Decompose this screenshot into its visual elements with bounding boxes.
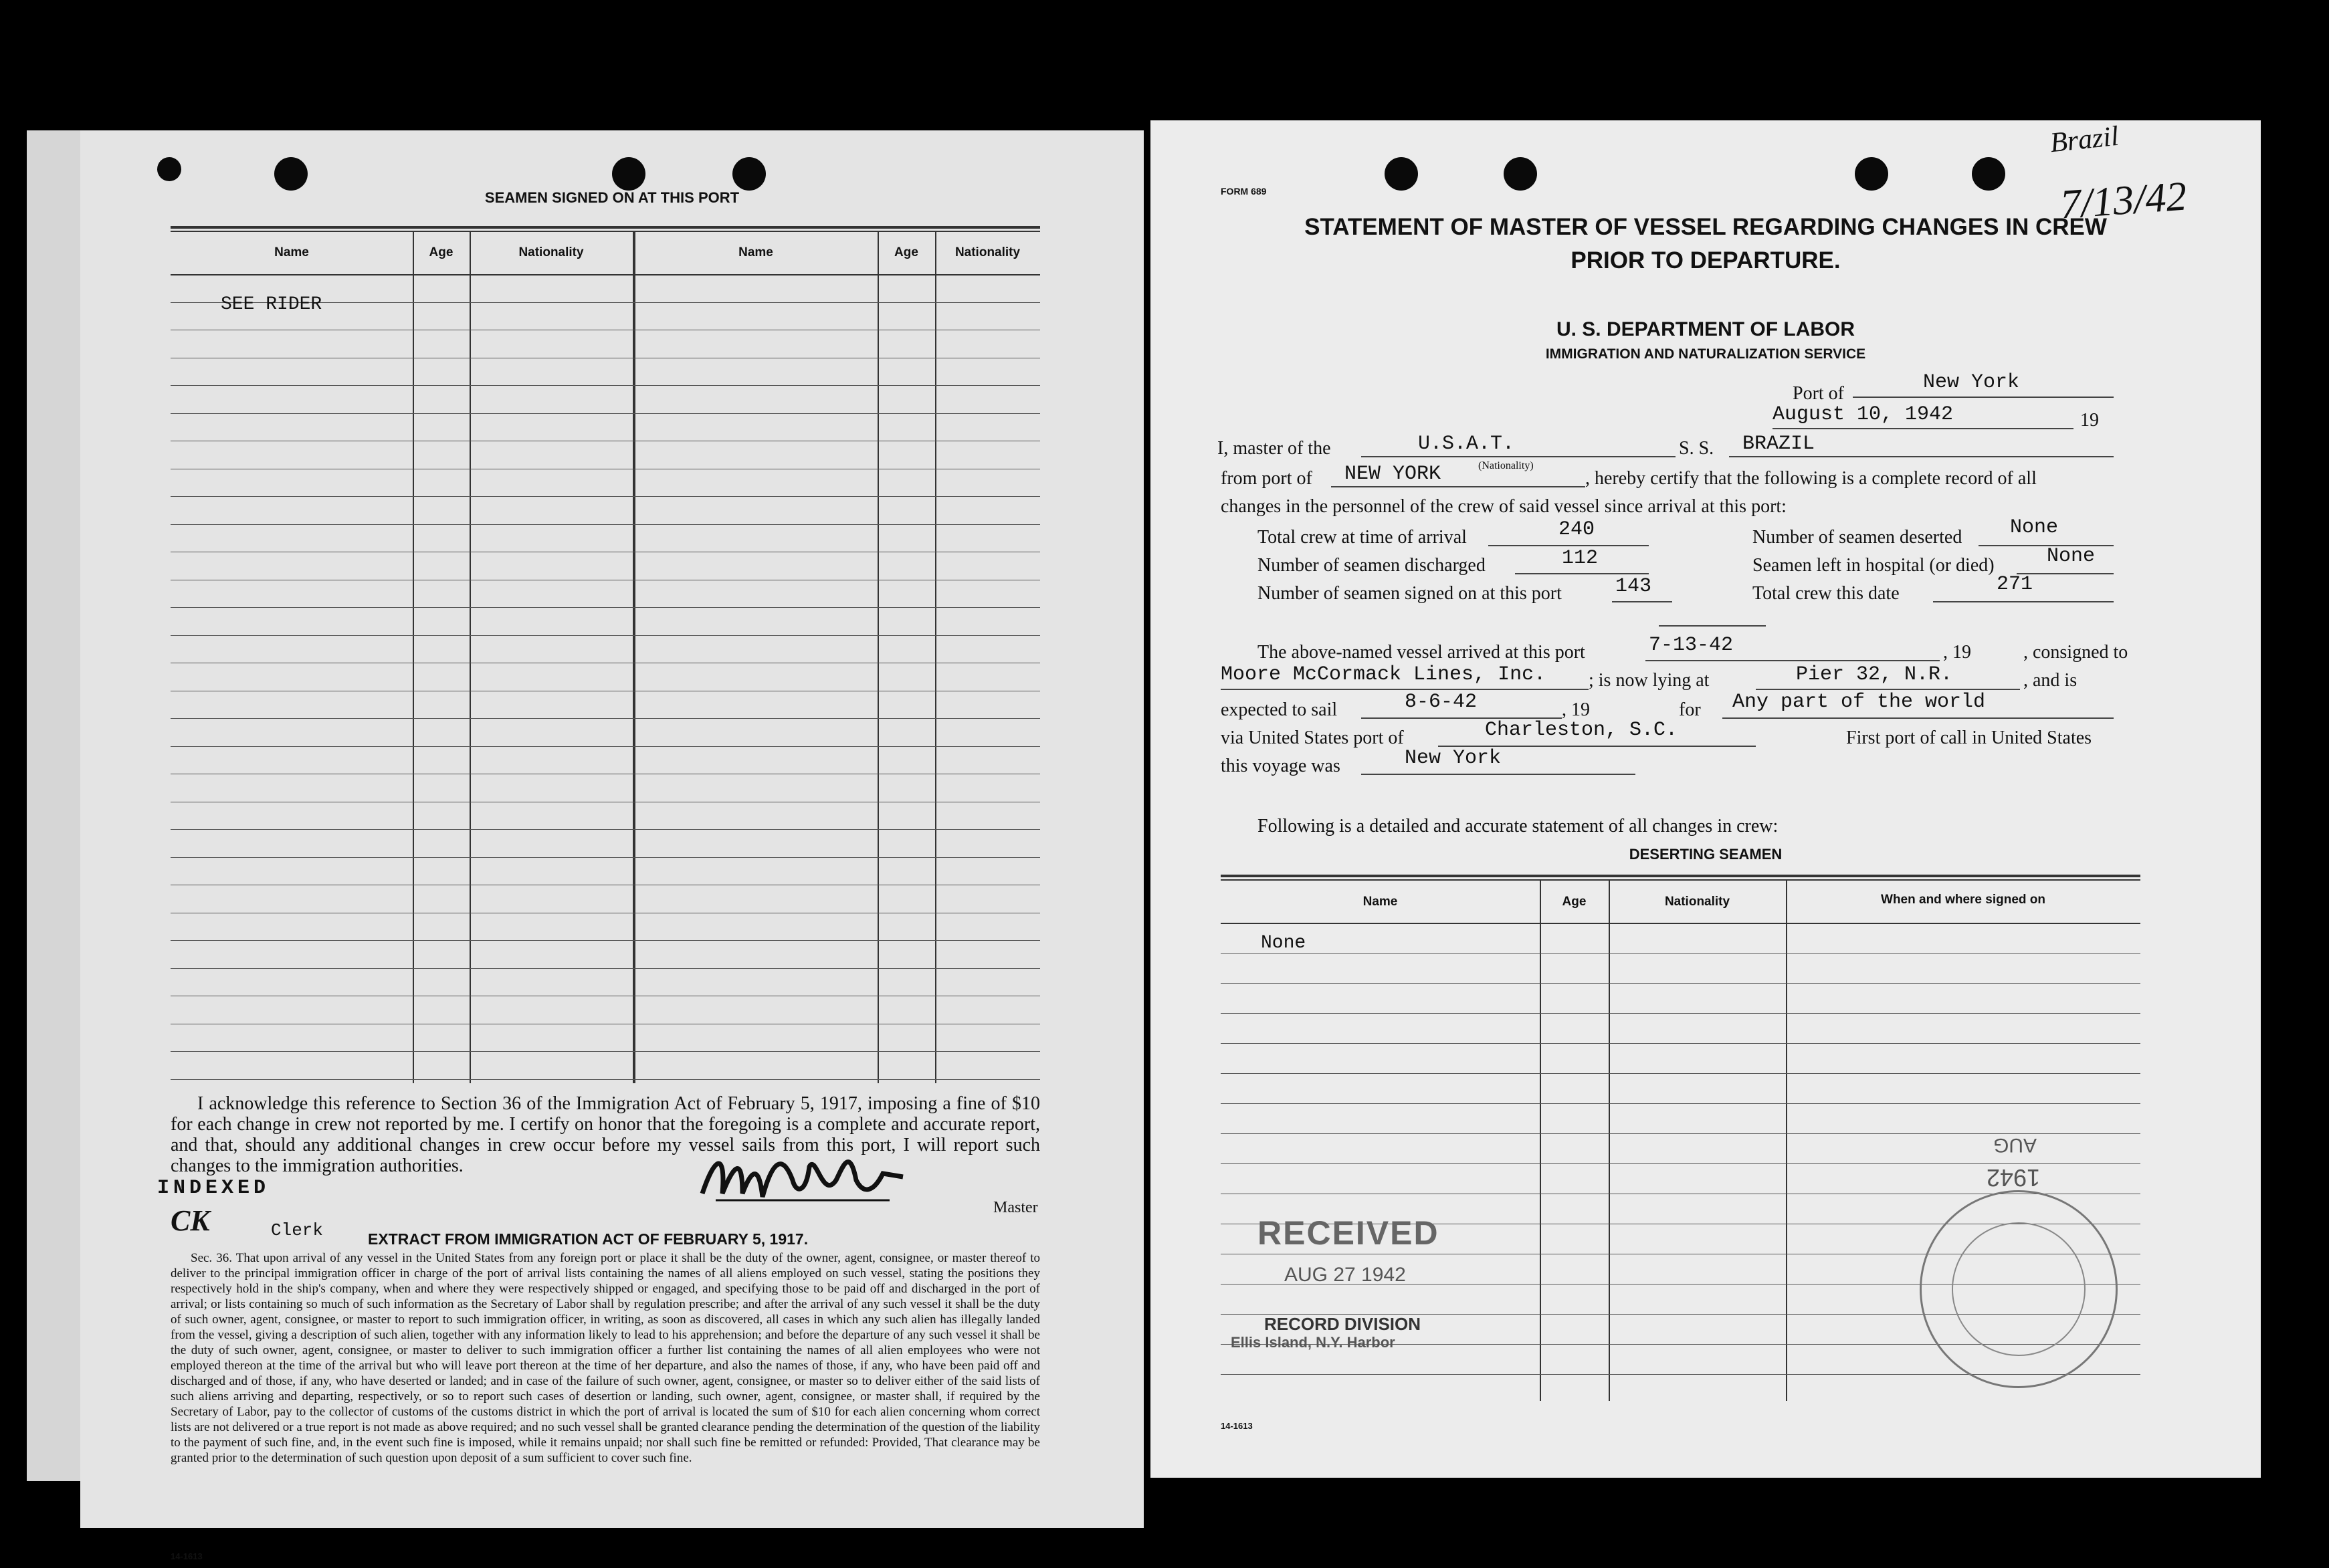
master-of-value: U.S.A.T. bbox=[1418, 433, 1515, 455]
discharged-label: Number of seamen discharged bbox=[1257, 555, 1486, 576]
master-of-label: I, master of the bbox=[1217, 438, 1331, 459]
clerk-label: Clerk bbox=[271, 1220, 324, 1240]
table-top-rule bbox=[171, 231, 1040, 232]
col-header-age: Age bbox=[429, 245, 453, 259]
document-title: STATEMENT OF MASTER OF VESSEL REGARDING CHANGES IN CREW bbox=[1304, 214, 2107, 240]
table-row-line bbox=[171, 635, 1040, 636]
field-line bbox=[1729, 456, 2114, 457]
port-label: Port of bbox=[1793, 383, 1844, 404]
form-code: 14-1613 bbox=[171, 1551, 203, 1561]
table-row-line bbox=[171, 496, 1040, 497]
expected-label: expected to sail bbox=[1221, 699, 1338, 720]
deserting-entry: None bbox=[1261, 933, 1306, 954]
acknowledgment-text: I acknowledge this reference to Section 36 of the Immigration Act of February 5, 1917, imposing a fine of $10 for each change in crew not reported by me. I certify on honor that the foregoing is a complete and accurate report, and that, should any additional changes in crew occur before my vessel sails from this port, I will report such changes to the immigration authorities. bbox=[171, 1093, 1040, 1176]
indexed-stamp: INDEXED bbox=[157, 1177, 270, 1200]
punch-hole bbox=[732, 157, 766, 191]
postmark-seal bbox=[1920, 1190, 2118, 1388]
column-divider bbox=[1786, 879, 1787, 1401]
table-row-line bbox=[1221, 1073, 2140, 1074]
field-line bbox=[1756, 689, 2020, 690]
table-row-line bbox=[171, 607, 1040, 608]
date-value: August 10, 1942 bbox=[1773, 403, 1954, 426]
hospital-label: Seamen left in hospital (or died) bbox=[1752, 555, 1995, 576]
column-divider bbox=[935, 231, 936, 1083]
table-row-line bbox=[1221, 1013, 2140, 1014]
table-row-line bbox=[171, 746, 1040, 747]
total-crew-arrival: 240 bbox=[1558, 518, 1595, 541]
column-divider bbox=[1540, 879, 1541, 1401]
right-page bbox=[1150, 120, 2261, 1478]
table-row-line bbox=[171, 829, 1040, 830]
total-crew-arrival-label: Total crew at time of arrival bbox=[1257, 527, 1467, 548]
postmark-month: AUG bbox=[1993, 1134, 2037, 1156]
table-row-line bbox=[171, 940, 1040, 941]
for-value: Any part of the world bbox=[1732, 691, 1986, 713]
received-date: AUG 27 1942 bbox=[1284, 1264, 1406, 1286]
separator-line bbox=[1659, 625, 1766, 627]
ss-value: BRAZIL bbox=[1742, 433, 1815, 455]
table-row-line bbox=[171, 385, 1040, 386]
table-top-rule bbox=[1221, 879, 2140, 881]
col-header-nationality: Nationality bbox=[954, 245, 1021, 259]
extract-text: Sec. 36. That upon arrival of any vessel in the United States from any foreign port or place it shall be the duty of the owner, agent, consignee, or master thereof to deliver to the principal immigration officer in charge of the port of arrival lists containing the names of all aliens employed on such vessel, stating the positions they respectively hold in the ship's company, when and where they were respectively shipped or engaged, and specifying those to be paid off and discharged in the port of arrival; or lists containing so much of such information as the Secretary of Labor shall by regulation prescribe; and after the arrival of any such vessel it shall be the duty of such owner, agent, consignee, or master to report to such immigration officer, in writing, as soon as discovered, all cases in which any such alien has illegally landed from the vessel, giving a description of such alien, together with any information likely to lead to his apprehension; and before the departure of any such vessel it shall be the duty of such owner, agent, consignee, or master to deliver to such immigration officer a further list containing the names of all alien employees who were not employed thereon at the time of the arrival but who will leave port thereon at the time of her departure, and also the names of those, if any, who have been paid off and discharged and of those, if any, who have deserted or landed; and in case of the failure of such owner, agent, consignee, or master so to deliver either of the said lists of such aliens arriving and departing, respectively, or so to report such cases of desertion or landing, such owner, agent, consignee, or master shall, if required by the Secretary of Labor, pay to the collector of customs of the customs district in which the port of arrival is located the sum of $10 for each alien concerning whom correct lists are not delivered or a true report is not made as above required; and no such vessel shall be granted clearance pending the determination of the question of the liability to the payment of such fine, and, in the event such fine is imposed, while it remains unpaid; nor shall such fine be remitted or refunded: Provided, That clearance may be granted prior to the determination of such question upon deposit of a sum sufficient to cover such fine. bbox=[171, 1251, 1041, 1465]
arrived-suffix: , 19 bbox=[1943, 642, 1971, 663]
column-divider bbox=[1609, 879, 1610, 1401]
total-crew-date: 271 bbox=[1997, 573, 2033, 596]
ellis-island-label: Ellis Island, N.Y. Harbor bbox=[1231, 1334, 1395, 1351]
punch-hole bbox=[157, 157, 181, 181]
postmark-inner-ring bbox=[1952, 1222, 2086, 1356]
signed-on: 143 bbox=[1615, 575, 1652, 598]
via-value: Charleston, S.C. bbox=[1485, 719, 1678, 742]
nationality-caption: (Nationality) bbox=[1478, 460, 1534, 471]
deserted: None bbox=[2010, 516, 2059, 539]
expected-suffix: , 19 bbox=[1562, 699, 1590, 720]
consigned-label: , consigned to bbox=[2023, 642, 2128, 663]
received-stamp: RECEIVED bbox=[1257, 1214, 1439, 1252]
arrived-label: The above-named vessel arrived at this port bbox=[1257, 642, 1585, 663]
table-row-line bbox=[171, 524, 1040, 525]
consignee: Moore McCormack Lines, Inc. bbox=[1221, 663, 1546, 686]
table-top-rule bbox=[1221, 875, 2140, 877]
extract-title: EXTRACT FROM IMMIGRATION ACT OF FEBRUARY 5, 1917. bbox=[368, 1230, 809, 1248]
voyage-value: New York bbox=[1405, 747, 1502, 770]
col-header-age: Age bbox=[1562, 895, 1587, 909]
field-line bbox=[1515, 573, 1649, 574]
left-page bbox=[80, 130, 1144, 1561]
column-divider bbox=[878, 231, 879, 1083]
col-header-nationality: Nationality bbox=[1664, 895, 1730, 909]
table-top-rule bbox=[171, 226, 1040, 229]
col-header-name: Name bbox=[1362, 895, 1398, 909]
col-header-when-where: When and where signed on bbox=[1881, 893, 2045, 907]
following-text: Following is a detailed and accurate statement of all changes in crew: bbox=[1257, 816, 1779, 836]
lying-value: Pier 32, N.R. bbox=[1796, 663, 1953, 686]
clerk-initials: CK bbox=[171, 1204, 210, 1237]
field-line bbox=[1221, 689, 1589, 690]
table-row-line bbox=[171, 968, 1040, 969]
ss-label: S. S. bbox=[1679, 438, 1714, 459]
field-line bbox=[1933, 601, 2114, 602]
field-line bbox=[1722, 717, 2114, 719]
seamen-signed-title: SEAMEN SIGNED ON AT THIS PORT bbox=[484, 189, 740, 206]
table-row-line bbox=[171, 413, 1040, 414]
field-line bbox=[1361, 456, 1676, 457]
for-label: for bbox=[1679, 699, 1701, 720]
table-row-line bbox=[171, 1079, 1040, 1080]
col-header-nationality: Nationality bbox=[518, 245, 584, 259]
field-line bbox=[1361, 774, 1635, 775]
table-row-line bbox=[171, 857, 1040, 858]
column-divider bbox=[470, 231, 471, 1083]
table-row-line bbox=[1221, 983, 2140, 984]
discharged: 112 bbox=[1562, 547, 1599, 570]
master-signature bbox=[696, 1140, 910, 1214]
column-divider bbox=[633, 231, 635, 1083]
handwritten-note: Brazil bbox=[2048, 120, 2120, 159]
port-value: New York bbox=[1923, 371, 2020, 394]
hospital: None bbox=[2047, 545, 2096, 568]
table-header-rule bbox=[1221, 923, 2140, 924]
expected-value: 8-6-42 bbox=[1405, 691, 1478, 713]
and-is-label: , and is bbox=[2023, 670, 2078, 691]
table-header-rule bbox=[171, 274, 1040, 275]
table-row-line bbox=[1221, 953, 2140, 954]
form-code: 14-1613 bbox=[1221, 1421, 1253, 1431]
field-line bbox=[1488, 545, 1649, 546]
col-header-age: Age bbox=[894, 245, 918, 259]
from-port-label: from port of bbox=[1221, 468, 1312, 489]
postmark-year: 1942 bbox=[1987, 1164, 2041, 1192]
col-header-name: Name bbox=[274, 245, 309, 259]
form-number: FORM 689 bbox=[1221, 186, 1267, 197]
lying-label: ; is now lying at bbox=[1589, 670, 1710, 691]
master-label: Master bbox=[993, 1199, 1038, 1216]
punch-hole bbox=[1855, 157, 1888, 191]
column-divider bbox=[413, 231, 414, 1083]
table-first-entry: SEE RIDER bbox=[221, 294, 322, 315]
field-line bbox=[1331, 486, 1585, 487]
field-line bbox=[1853, 397, 2114, 398]
deserting-title: DESERTING SEAMEN bbox=[1629, 846, 1783, 863]
service-name: IMMIGRATION AND NATURALIZATION SERVICE bbox=[1545, 346, 1866, 362]
date-suffix: 19 bbox=[2080, 410, 2099, 431]
table-row-line bbox=[1221, 1103, 2140, 1104]
first-port-label: First port of call in United States bbox=[1846, 727, 2092, 748]
table-row-line bbox=[171, 718, 1040, 719]
department-name: U. S. DEPARTMENT OF LABOR bbox=[1556, 318, 1855, 340]
certify-text-2: changes in the personnel of the crew of said vessel since arrival at this port: bbox=[1221, 496, 1787, 517]
punch-hole bbox=[1972, 157, 2005, 191]
table-row-line bbox=[171, 1051, 1040, 1052]
field-line bbox=[1773, 428, 2073, 429]
handwritten-date: 7/13/42 bbox=[2058, 173, 2189, 228]
voyage-label: this voyage was bbox=[1221, 756, 1340, 776]
table-row-line bbox=[1221, 1043, 2140, 1044]
from-port-value: NEW YORK bbox=[1344, 463, 1441, 485]
col-header-name: Name bbox=[738, 245, 773, 259]
certify-text: , hereby certify that the following is a complete record of all bbox=[1585, 468, 2037, 489]
arrived-value: 7-13-42 bbox=[1649, 634, 1734, 657]
signed-on-label: Number of seamen signed on at this port bbox=[1257, 583, 1562, 604]
punch-hole bbox=[612, 157, 645, 191]
document-title-line2: PRIOR TO DEPARTURE. bbox=[1571, 247, 1841, 273]
via-label: via United States port of bbox=[1221, 727, 1404, 748]
total-crew-date-label: Total crew this date bbox=[1752, 583, 1900, 604]
field-line bbox=[1645, 660, 1940, 661]
punch-hole bbox=[1385, 157, 1418, 191]
deserted-label: Number of seamen deserted bbox=[1752, 527, 1962, 548]
record-division: RECORD DIVISION bbox=[1264, 1314, 1421, 1334]
punch-hole bbox=[1504, 157, 1537, 191]
field-line bbox=[1612, 601, 1672, 602]
punch-hole bbox=[274, 157, 308, 191]
